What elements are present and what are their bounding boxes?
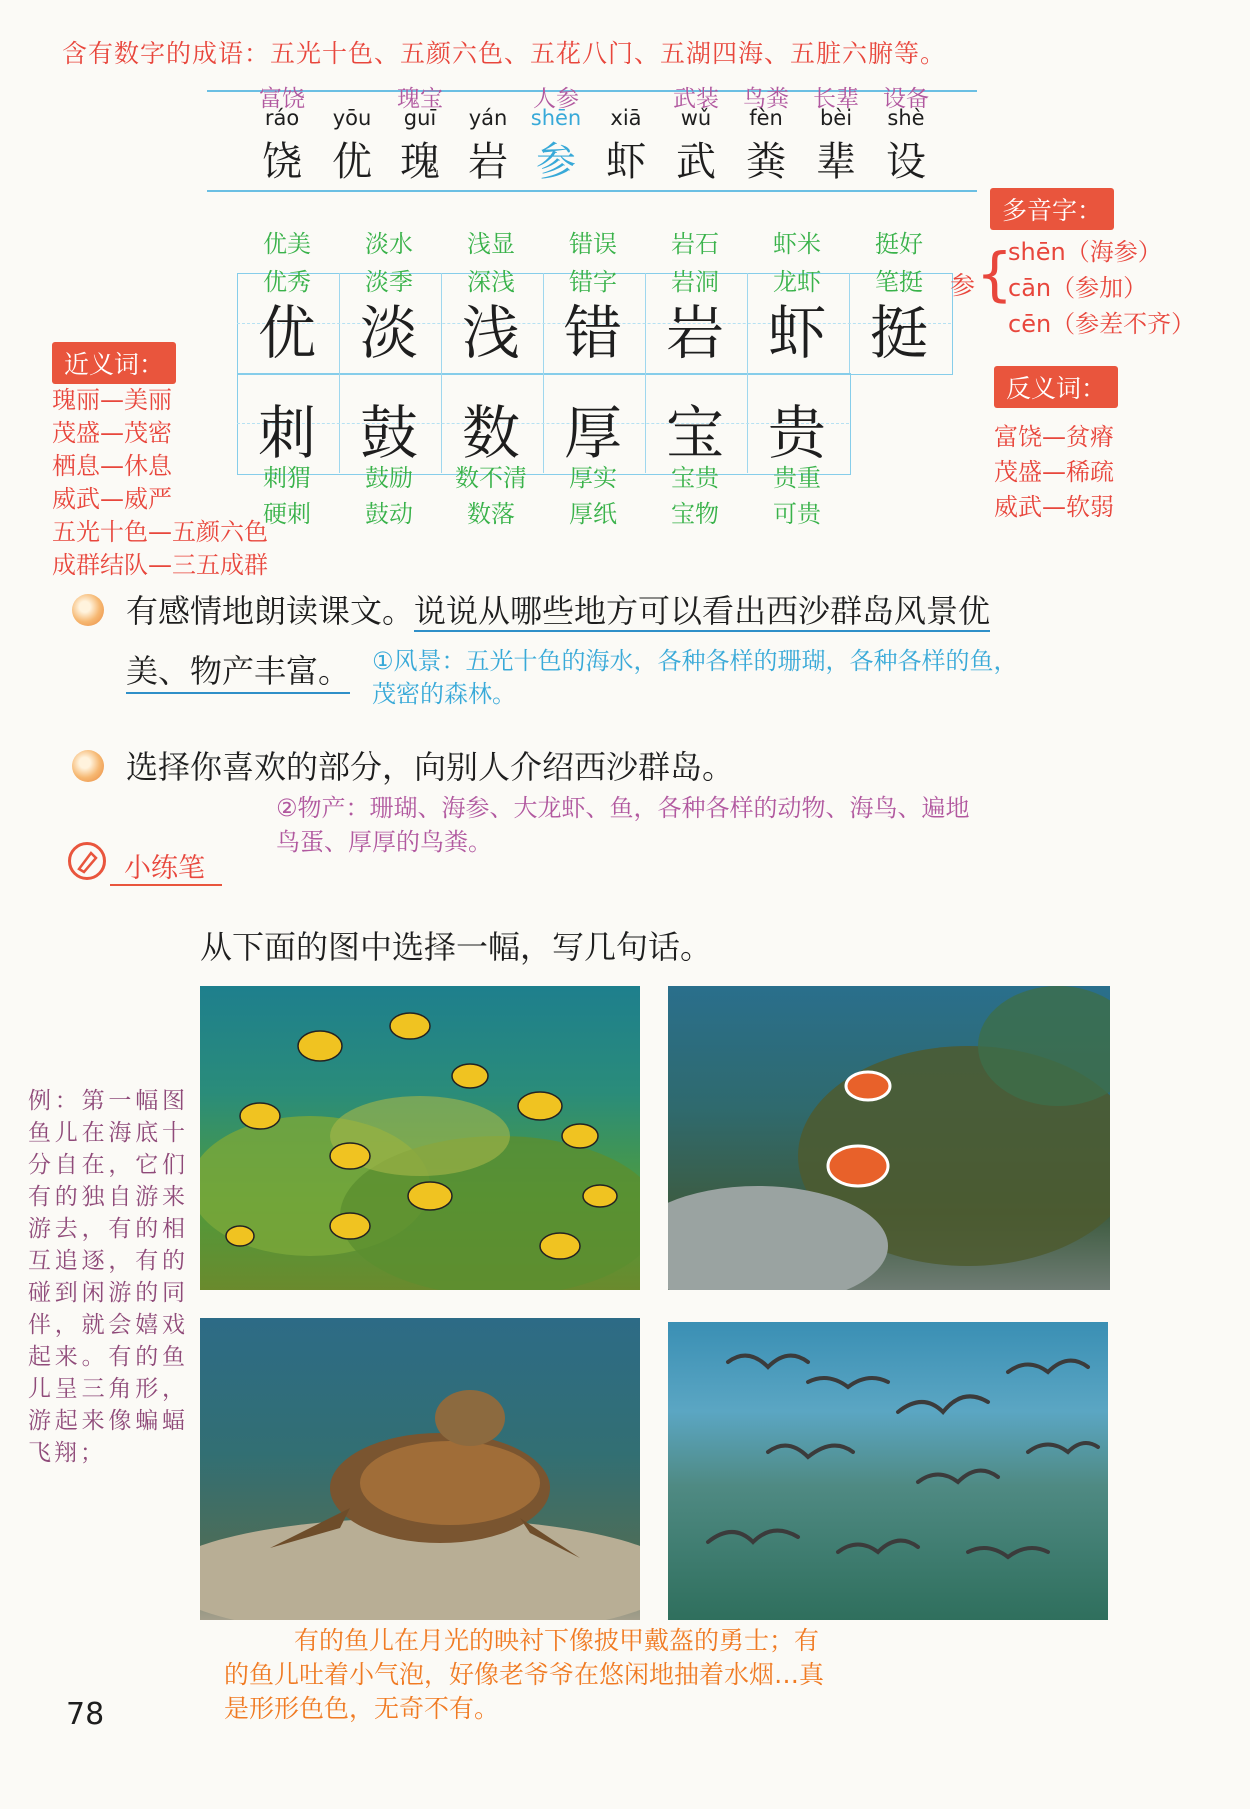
grid-word: 笔挺 (875, 268, 923, 296)
row-character: 优 (332, 139, 372, 185)
photo-butterflyfish-reef (200, 986, 640, 1290)
row-pinyin: ráo (264, 106, 300, 130)
bottom-note-line1: 有的鱼儿在月光的映衬下像披甲戴盔的勇士；有 (294, 1626, 820, 1655)
grid-word: 硬刺 (263, 500, 311, 528)
grid-word: 浅显 (467, 230, 515, 258)
grid-word: 淡季 (365, 268, 413, 296)
grid-character: 数 (461, 399, 520, 467)
grid-word: 宝贵 (671, 464, 719, 492)
grid-character: 浅 (461, 299, 520, 367)
antonyms-label: 反义词： (994, 366, 1118, 408)
synonym-item: 成群结队—三五成群 (52, 551, 268, 579)
row-pinyin: shēn (530, 106, 582, 130)
synonym-item: 栖息—休息 (52, 452, 172, 480)
grid-word: 优美 (263, 230, 311, 258)
grid-word: 厚实 (569, 464, 617, 492)
grid-word: 虾米 (773, 230, 821, 258)
grid-character: 厚 (563, 399, 622, 467)
row-pinyin: yán (468, 106, 508, 130)
antonyms-list (994, 420, 1114, 525)
grid-character: 宝 (665, 399, 724, 467)
task1-line1 (126, 586, 990, 632)
polyphone-item: shēn（海参） (1008, 238, 1162, 266)
answer-1a: ①风景：五光十色的海水，各种各样的珊瑚，各种各样的鱼， (372, 647, 1018, 675)
grid-word: 宝物 (671, 500, 719, 528)
task1-text-b: 说说从哪些地方可以看出西沙群岛风景优 (414, 592, 991, 630)
row-word: 长辈 (813, 86, 859, 112)
row-character: 瑰 (400, 139, 440, 185)
synonyms-label: 近义词： (52, 342, 176, 384)
row-pinyin: wǔ (680, 106, 712, 130)
grid-word: 贵重 (773, 464, 821, 492)
row-character: 设 (886, 139, 926, 185)
row-character: 饶 (262, 139, 302, 185)
grid-character: 刺 (257, 399, 316, 467)
polyphone-label: 多音字： (990, 188, 1114, 230)
row-word: 武装 (673, 86, 719, 112)
bottom-rule (207, 190, 977, 192)
answer-2a: ②物产：珊瑚、海参、大龙虾、鱼，各种各样的动物、海鸟、遍地 (276, 794, 970, 822)
page-number: 78 (66, 1697, 105, 1732)
grid-character: 贵 (767, 399, 826, 467)
row-word: 鸟粪 (743, 86, 789, 112)
synonym-item: 瑰丽—美丽 (52, 386, 172, 414)
grid-character: 岩 (665, 299, 724, 367)
task2-text: 选择你喜欢的部分，向别人介绍西沙群岛。 (126, 748, 735, 786)
row-character: 粪 (746, 139, 786, 185)
row-character: 辈 (816, 139, 856, 185)
row-word: 瑰宝 (397, 86, 443, 112)
grid-word: 挺好 (875, 230, 923, 258)
bottom-note-line2: 的鱼儿吐着小气泡，好像老爷爷在悠闲地抽着水烟…真 (224, 1660, 825, 1689)
grid-word: 数不清 (455, 464, 527, 492)
grid-word: 优秀 (263, 268, 311, 296)
polyphone-list (1008, 234, 1195, 342)
grid-word: 厚纸 (569, 500, 617, 528)
grid-character: 挺 (869, 299, 928, 367)
photo-sea-turtle (200, 1318, 640, 1620)
grid-word: 岩石 (671, 230, 719, 258)
grid-word: 刺猬 (263, 464, 311, 492)
row-pinyin: shè (887, 106, 925, 130)
brace-icon: { (976, 240, 1013, 308)
grid-word: 可贵 (773, 500, 821, 528)
grid-character: 鼓 (359, 399, 418, 467)
grid-word: 龙虾 (773, 268, 821, 296)
practice-underline (110, 884, 222, 886)
polyphone-char: 参 (950, 271, 976, 300)
synonyms-list (52, 384, 268, 582)
grid-word: 淡水 (365, 230, 413, 258)
synonym-item: 茂盛—茂密 (52, 419, 172, 447)
row-character: 参 (536, 139, 576, 185)
synonym-item: 五光十色—五颜六色 (52, 518, 268, 546)
grid-word: 鼓励 (365, 464, 413, 492)
row-character: 武 (676, 139, 716, 185)
grid-word: 错字 (569, 268, 617, 296)
row-word: 设备 (883, 86, 929, 112)
row-pinyin: yōu (332, 106, 372, 130)
bottom-note-line3: 是形形色色，无奇不有。 (224, 1694, 500, 1723)
photo-seabirds (668, 1322, 1108, 1620)
row-character: 虾 (606, 139, 646, 185)
antonym-item: 富饶—贫瘠 (994, 423, 1114, 451)
grid-word: 数落 (467, 500, 515, 528)
idiom-note: 含有数字的成语：五光十色、五颜六色、五花八门、五湖四海、五脏六腑等。 (62, 39, 947, 68)
task1-line2: 美、物产丰富。 (126, 646, 350, 694)
bullet-icon (72, 594, 104, 626)
grid-word: 错误 (569, 230, 617, 258)
row-character: 岩 (468, 139, 508, 185)
practice-title: 小练笔 (124, 853, 205, 884)
example-note: 例：第一幅图鱼儿在海底十分自在，它们有的独自游来游去，有的相互追逐，有的碰到闲游的同伴，就会嬉戏起来。有的鱼儿呈三角形，游起来像蝙蝠飞翔； (28, 1088, 188, 1466)
answer-1b: 茂密的森林。 (372, 680, 516, 708)
grid-character: 优 (257, 299, 316, 367)
row-pinyin: fèn (749, 106, 783, 130)
row-pinyin: xiā (610, 106, 642, 130)
row-pinyin: bèi (819, 106, 853, 130)
antonym-item: 威武—软弱 (994, 493, 1114, 521)
grid-word: 鼓动 (365, 500, 413, 528)
grid-character: 错 (563, 299, 622, 367)
grid-word: 深浅 (467, 268, 515, 296)
task1-text-a: 有感情地朗读课文。 (126, 592, 415, 630)
grid-character: 虾 (767, 299, 826, 367)
antonym-item: 茂盛—稀疏 (994, 458, 1114, 486)
photo-clownfish-anemone (668, 986, 1110, 1290)
row-word: 富饶 (259, 86, 305, 112)
pen-icon (68, 842, 106, 880)
polyphone-item: cēn（参差不齐） (1008, 310, 1196, 338)
grid-word: 岩洞 (671, 268, 719, 296)
row-word: 人参 (533, 86, 579, 112)
bullet-icon (72, 750, 104, 782)
synonym-item: 威武—威严 (52, 485, 172, 513)
practice-instruction: 从下面的图中选择一幅，写几句话。 (200, 928, 713, 966)
row-pinyin: guī (403, 106, 437, 130)
polyphone-item: cān（参加） (1008, 274, 1148, 302)
answer-2b: 鸟蛋、厚厚的鸟粪。 (276, 828, 492, 856)
grid-character: 淡 (359, 299, 418, 367)
